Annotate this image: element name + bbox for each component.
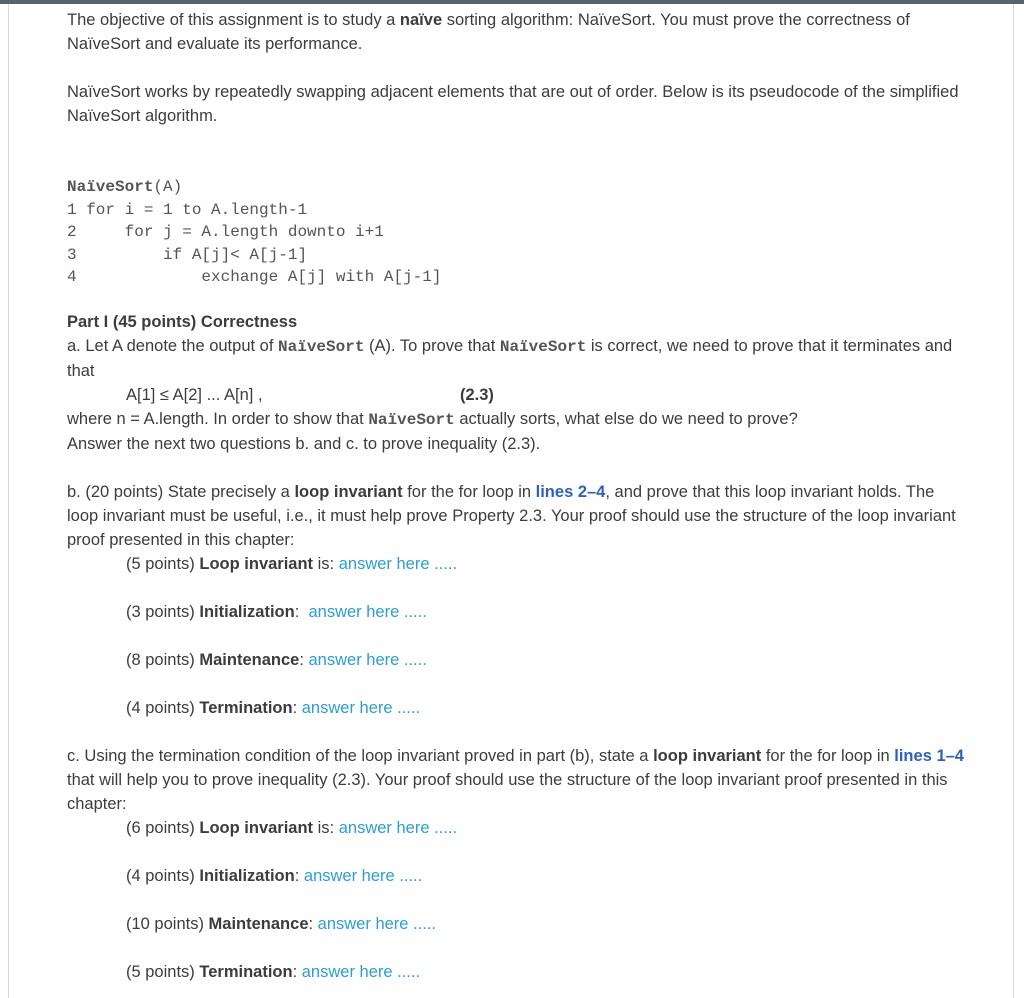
intro-paragraph-2: NaïveSort works by repeatedly swapping adjacent elements that are out of order. Below is its pseudocode of the simplified NaïveSort algorithm. — [67, 83, 959, 125]
b-text: for the for loop in — [402, 482, 536, 501]
points: (5 points) — [126, 962, 200, 981]
c-text: that will help you to prove inequality (2.3). Your proof should use the structure of the loop invariant proof presented in this chapter: — [67, 770, 948, 813]
pseudocode-line: 2 for j = A.length downto i+1 — [67, 223, 384, 241]
answer-placeholder[interactable]: answer here ..... — [303, 866, 423, 885]
c-text: c. Using the termination condition of the loop invariant proved in part (b), state a — [67, 746, 654, 765]
a-text: is correct, we need to prove that it terminates and that — [67, 336, 953, 380]
separator: : — [299, 650, 309, 669]
separator: is: — [313, 554, 339, 573]
algo-args: (A) — [153, 178, 183, 196]
points: (8 points) — [126, 650, 200, 669]
answer-item — [67, 600, 967, 624]
intro-paragraph-1 — [67, 8, 967, 56]
answer-placeholder[interactable]: answer here ..... — [308, 602, 427, 621]
pseudocode-line: 3 if A[j]< A[j-1] — [67, 245, 308, 264]
c-text: for the for loop in — [761, 746, 895, 765]
answer-item — [67, 648, 967, 672]
part1-b-paragraph — [67, 480, 967, 552]
part1-a-paragraph — [67, 334, 967, 383]
separator: : — [294, 602, 309, 621]
item-label: Maintenance — [199, 650, 300, 669]
lines-ref: lines 1–4 — [894, 746, 964, 765]
points: (10 points) — [126, 914, 209, 933]
part1-a-answer-note: Answer the next two questions b. and c. to prove inequality (2.3). — [67, 434, 541, 453]
answer-item — [67, 864, 967, 888]
item-label: Termination — [199, 698, 293, 717]
pseudocode-signature — [67, 176, 967, 199]
naive-bold: naïve — [399, 11, 443, 29]
part1-heading: Part I (45 points) Correctness — [67, 312, 298, 331]
item-label: Initialization — [199, 866, 295, 885]
answer-placeholder[interactable]: answer here ..... — [338, 554, 458, 573]
document-content — [67, 8, 967, 984]
lines-ref: lines 2–4 — [535, 482, 606, 501]
algo-ref: NaïveSort — [278, 337, 365, 356]
separator: : — [294, 866, 304, 885]
loop-invariant-bold: loop invariant — [653, 746, 762, 765]
answer-item — [67, 696, 967, 720]
item-label: Loop invariant — [199, 554, 314, 573]
intro-text-cont: sorting algorithm: NaïveSort. You must prove the correctness of NaïveSort and evaluate its performance. — [67, 11, 910, 53]
points: (5 points) — [126, 554, 200, 573]
answer-placeholder[interactable]: answer here ..... — [301, 698, 421, 717]
equation-number: (2.3) — [460, 385, 494, 404]
separator: is: — [313, 818, 339, 837]
formula-row — [67, 383, 967, 407]
a-text: where n = A.length. In order to show that — [67, 409, 369, 428]
pseudocode-block — [67, 176, 967, 289]
algo-name: NaïveSort — [67, 178, 154, 196]
item-label: Maintenance — [208, 914, 309, 933]
a-text: a. Let A denote the output of — [67, 336, 279, 355]
inequality-formula: A[1] ≤ A[2] ... A[n] , — [126, 385, 263, 404]
points: (6 points) — [126, 818, 200, 837]
points: (3 points) — [126, 602, 200, 621]
item-label: Termination — [199, 962, 293, 981]
a-text: (A). To prove that — [364, 336, 500, 355]
item-label: Initialization — [199, 602, 295, 621]
answer-placeholder[interactable]: answer here ..... — [338, 818, 458, 837]
b-text: , and prove that this loop invariant holds. The loop invariant must be useful, i.e., it must help prove Property 2.3. Your proof should use the structure of the loop invariant proof presented in this chapter: — [67, 482, 956, 549]
b-text: b. (20 points) State precisely a — [67, 482, 295, 501]
algo-ref: NaïveSort — [499, 337, 587, 356]
answer-placeholder[interactable]: answer here ..... — [301, 962, 421, 981]
pseudocode-line: 1 for i = 1 to A.length-1 — [67, 200, 308, 219]
answer-item — [67, 912, 967, 936]
points: (4 points) — [126, 698, 200, 717]
answer-placeholder[interactable]: answer here ..... — [308, 650, 427, 669]
algo-ref: NaïveSort — [368, 410, 455, 429]
loop-invariant-bold: loop invariant — [294, 482, 403, 501]
intro-text: The objective of this assignment is to study a — [67, 11, 400, 29]
a-text: actually sorts, what else do we need to prove? — [454, 409, 798, 428]
answer-item — [67, 960, 967, 984]
answer-placeholder[interactable]: answer here ..... — [317, 914, 436, 933]
separator: : — [292, 698, 302, 717]
item-label: Loop invariant — [199, 818, 314, 837]
part1-a-continued — [67, 407, 967, 432]
pseudocode-line: 4 exchange A[j] with A[j-1] — [67, 268, 442, 286]
answer-item — [67, 552, 967, 576]
points: (4 points) — [126, 866, 200, 885]
answer-item — [67, 816, 967, 840]
separator: : — [308, 914, 318, 933]
separator: : — [292, 962, 302, 981]
part1-c-paragraph — [67, 744, 967, 816]
